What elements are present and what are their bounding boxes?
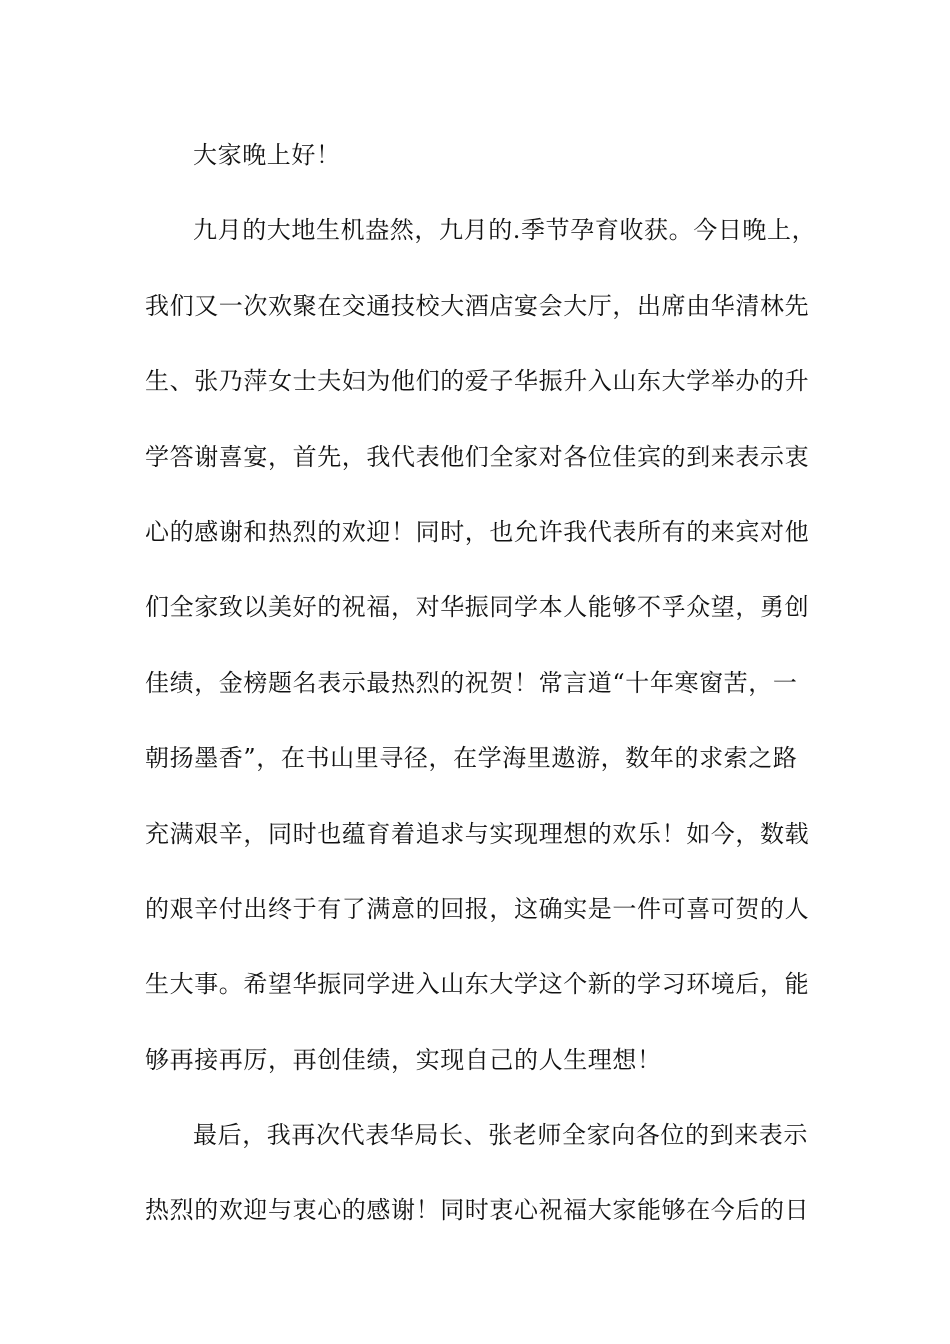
greeting-line: 大家晚上好！ bbox=[193, 141, 341, 169]
paragraph-1-line-7: 佳绩，金榜题名表示最热烈的祝贺！常言道“十年寒窗苦，一 bbox=[145, 668, 798, 697]
paragraph-1-line-12: 够再接再厉，再创佳绩，实现自己的人生理想！ bbox=[145, 1045, 662, 1074]
paragraph-2-line-1: 最后，我再次代表华局长、张老师全家向各位的到来表示 bbox=[193, 1121, 808, 1150]
paragraph-1-line-8: 朝扬墨香”，在书山里寻径，在学海里遨游，数年的求索之路 bbox=[145, 744, 798, 773]
paragraph-1-line-11: 生大事。希望华振同学进入山东大学这个新的学习环境后，能 bbox=[145, 970, 810, 999]
paragraph-1-line-6: 们全家致以美好的祝福，对华振同学本人能够不孚众望，勇创 bbox=[145, 593, 810, 622]
paragraph-2-line-2: 热烈的欢迎与衷心的感谢！同时衷心祝福大家能够在今后的日 bbox=[145, 1196, 810, 1225]
document-body bbox=[145, 124, 817, 1255]
paragraph-1-line-9: 充满艰辛，同时也蕴育着追求与实现理想的欢乐！如今，数载 bbox=[145, 819, 810, 848]
paragraph-1-line-2: 我们又一次欢聚在交通技校大酒店宴会大厅，出席由华清林先 bbox=[145, 291, 810, 320]
paragraph-1-line-10: 的艰辛付出终于有了满意的回报，这确实是一件可喜可贺的人 bbox=[145, 894, 810, 923]
paragraph-1-line-1: 九月的大地生机盎然，九月的.季节孕育收获。今日晚上， bbox=[193, 216, 817, 245]
paragraph-1-line-3: 生、张乃萍女士夫妇为他们的爱子华振升入山东大学举办的升 bbox=[145, 367, 810, 396]
paragraph-1-line-4: 学答谢喜宴，首先，我代表他们全家对各位佳宾的到来表示衷 bbox=[145, 442, 810, 471]
paragraph-1-line-5: 心的感谢和热烈的欢迎！同时，也允许我代表所有的来宾对他 bbox=[145, 517, 810, 546]
